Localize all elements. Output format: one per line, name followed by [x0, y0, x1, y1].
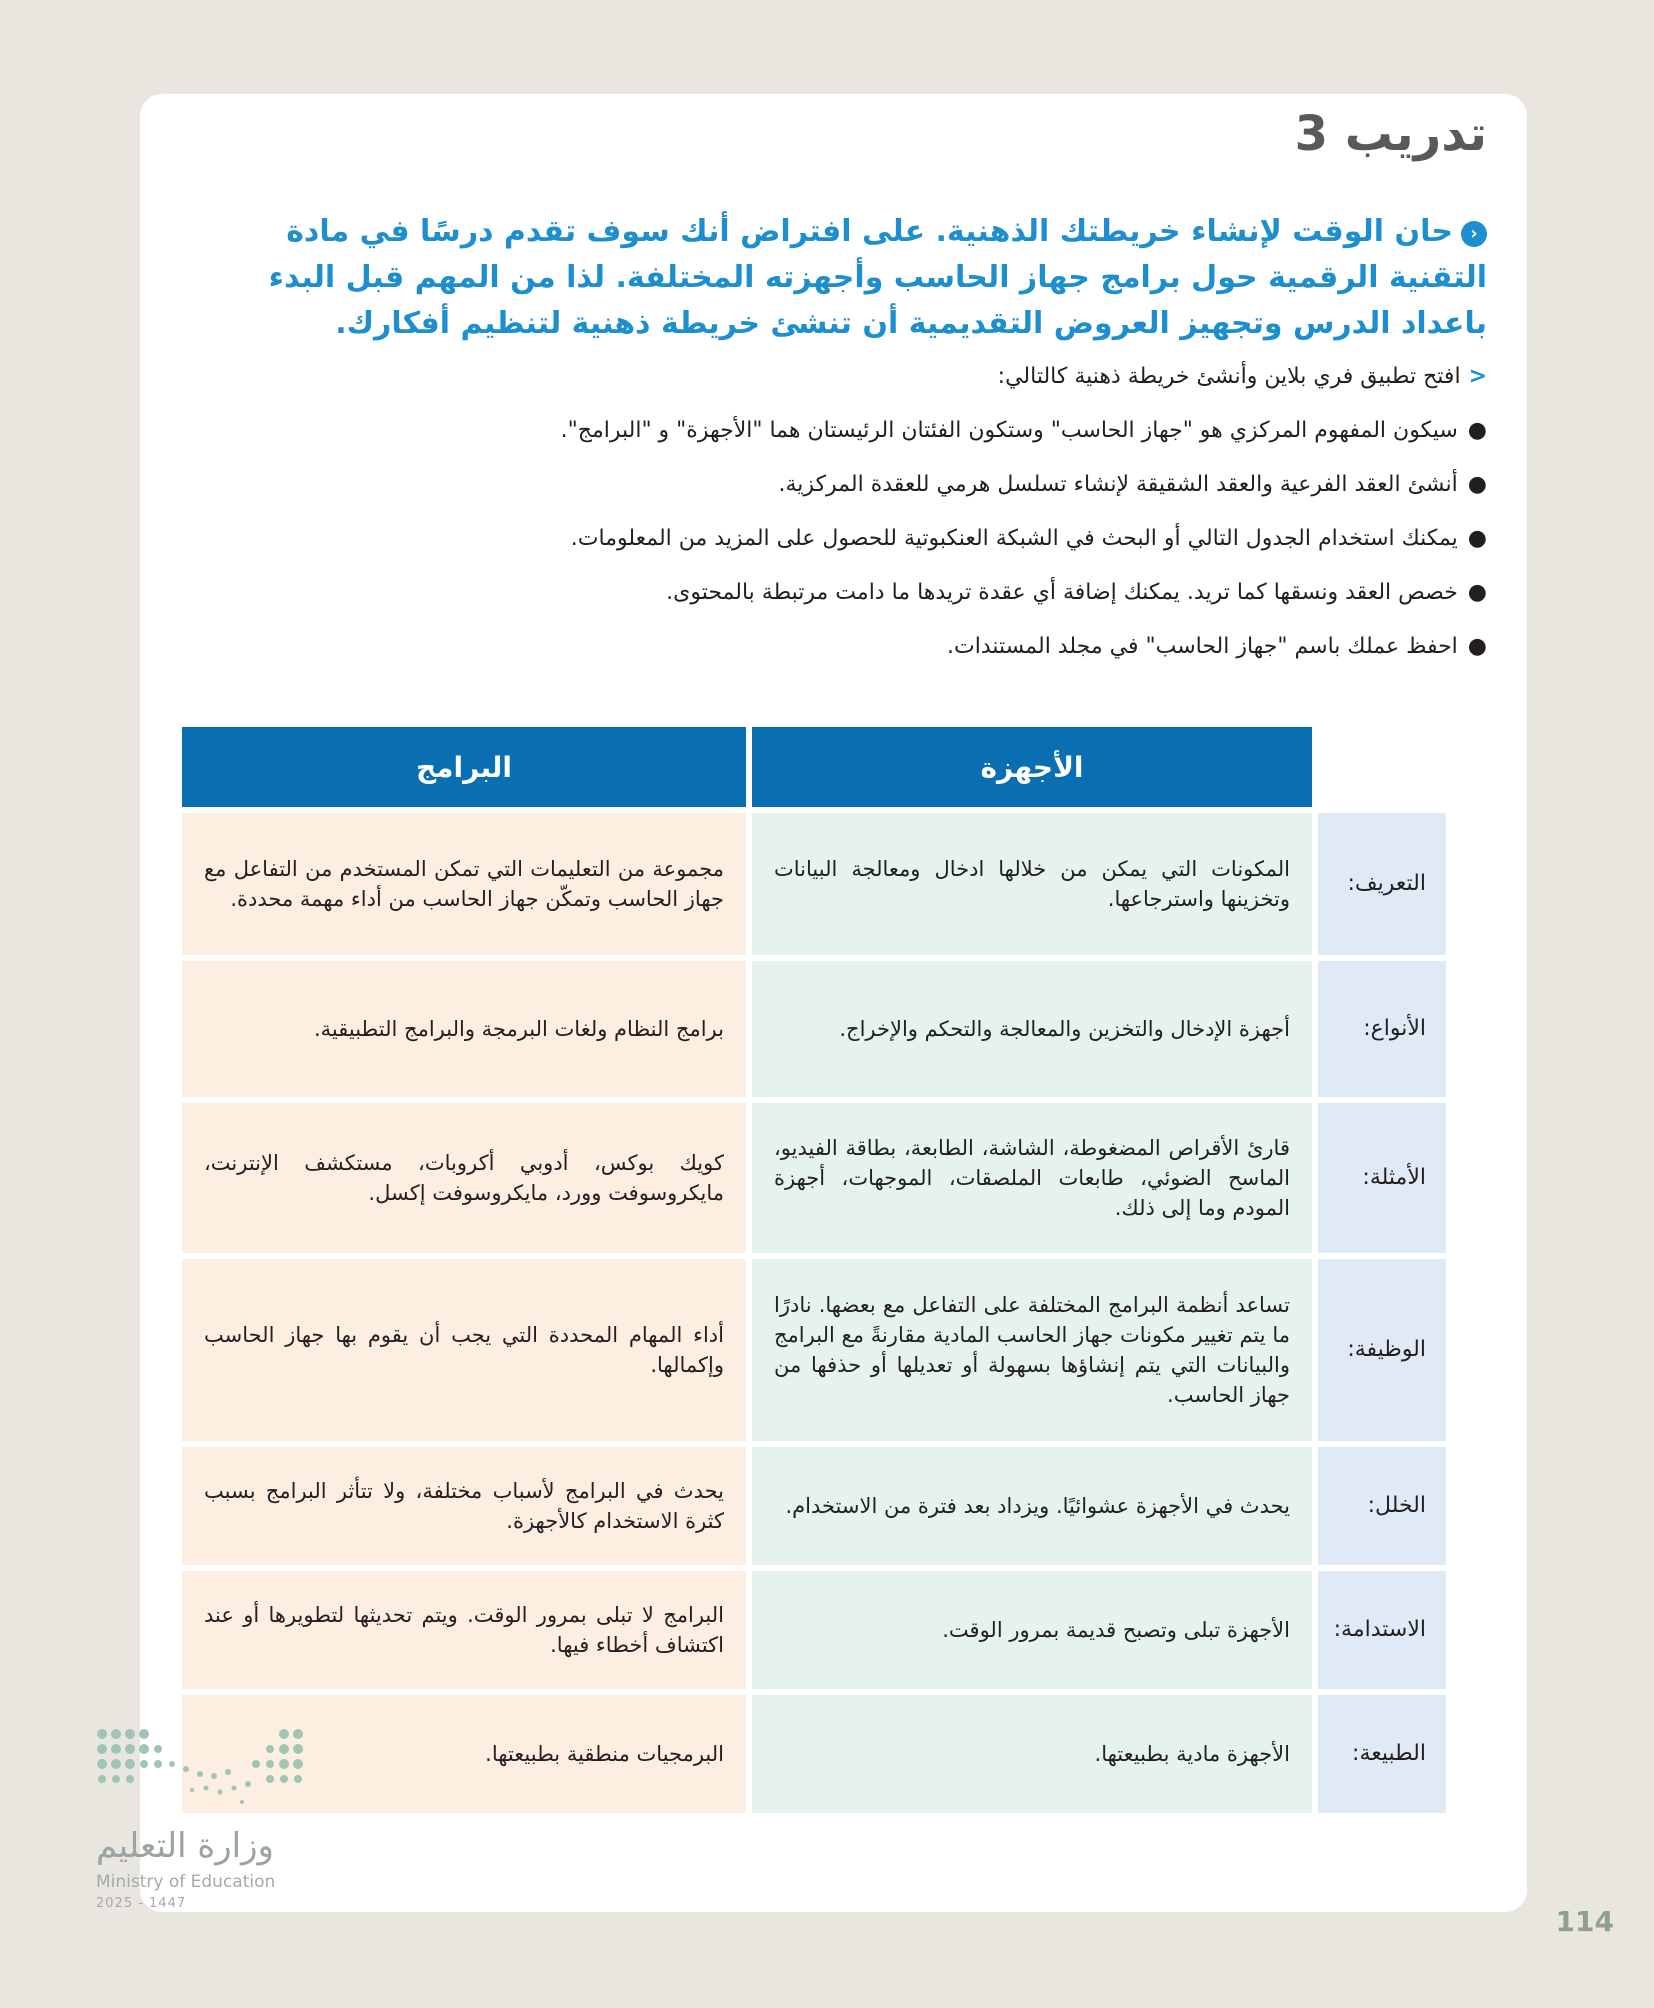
instruction-list: [237, 416, 1487, 686]
table-row: [182, 1259, 1446, 1441]
comparison-table: [176, 721, 1452, 1819]
table-header-row: [182, 727, 1446, 807]
software-cell: مجموعة من التعليمات التي تمكن المستخدم من التفاعل مع جهاز الحاسب وتمكّن جهاز الحاسب من أداء مهمة محددة.: [182, 813, 746, 955]
bullet-icon: ●: [1467, 634, 1487, 659]
row-label: الاستدامة:: [1318, 1571, 1446, 1689]
row-label: الطبيعة:: [1318, 1695, 1446, 1813]
step-text: افتح تطبيق فري بلاين وأنشئ خريطة ذهنية كالتالي:: [997, 364, 1461, 389]
list-item: ●احفظ عملك باسم "جهاز الحاسب" في مجلد المستندات.: [947, 634, 1487, 659]
table-row: [182, 1695, 1446, 1813]
table-row: [182, 1103, 1446, 1253]
bullet-icon: ●: [1467, 526, 1487, 551]
row-label: الوظيفة:: [1318, 1259, 1446, 1441]
step-instruction: [237, 362, 1487, 392]
header-software: البرامج: [182, 727, 746, 807]
row-label: التعريف:: [1318, 813, 1446, 955]
software-cell: يحدث في البرامج لأسباب مختلفة، ولا تتأثر البرامج بسبب كثرة الاستخدام كالأجهزة.: [182, 1447, 746, 1565]
hardware-cell: الأجهزة تبلى وتصبح قديمة بمرور الوقت.: [752, 1571, 1312, 1689]
hardware-cell: تساعد أنظمة البرامج المختلفة على التفاعل مع بعضها. نادرًا ما يتم تغيير مكونات جهاز الحاسب المادية مقارنةً مع البرامج والبيانات التي يتم إنشاؤها بسهولة أو تعديلها أو حذفها من جهاز الحاسب.: [752, 1259, 1312, 1441]
ministry-name-arabic: وزارة التعليم: [96, 1826, 274, 1866]
ministry-year: 2025 - 1447: [96, 1896, 187, 1911]
bullet-icon: ●: [1467, 472, 1487, 497]
hardware-cell: الأجهزة مادية بطبيعتها.: [752, 1695, 1312, 1813]
software-cell: كويك بوكس، أدوبي أكروبات، مستكشف الإنترنت، مايكروسوفت وورد، مايكروسوفت إكسل.: [182, 1103, 746, 1253]
chevron-left-icon: ‹: [1461, 221, 1487, 247]
table-row: [182, 1571, 1446, 1689]
row-label: الأنواع:: [1318, 961, 1446, 1097]
list-item: ●خصص العقد ونسقها كما تريد. يمكنك إضافة أي عقدة تريدها ما دامت مرتبطة بالمحتوى.: [666, 580, 1487, 605]
hardware-cell: أجهزة الإدخال والتخزين والمعالجة والتحكم والإخراج.: [752, 961, 1312, 1097]
intro-paragraph: [197, 209, 1487, 347]
software-cell: البرمجيات منطقية بطبيعتها.: [182, 1695, 746, 1813]
page-number: 114: [1555, 1905, 1614, 1938]
list-item: ●يمكنك استخدام الجدول التالي أو البحث في الشبكة العنكبوتية للحصول على المزيد من المعلومات.: [570, 526, 1487, 551]
row-label: الأمثلة:: [1318, 1103, 1446, 1253]
software-cell: أداء المهام المحددة التي يجب أن يقوم بها جهاز الحاسب وإكمالها.: [182, 1259, 746, 1441]
software-cell: برامج النظام ولغات البرمجة والبرامج التطبيقية.: [182, 961, 746, 1097]
table-row: [182, 1447, 1446, 1565]
header-blank: [1318, 727, 1446, 807]
exercise-title: تدريب 3: [1294, 106, 1487, 162]
exercise-card: [140, 94, 1527, 1912]
arrow-left-icon: <: [1468, 364, 1487, 389]
table-row: [182, 961, 1446, 1097]
hardware-cell: قارئ الأقراص المضغوطة، الشاشة، الطابعة، بطاقة الفيديو، الماسح الضوئي، طابعات الملصقات، الموجهات، أجهزة المودم وما إلى ذلك.: [752, 1103, 1312, 1253]
ministry-dots-logo-icon: [96, 1724, 316, 1814]
bullet-icon: ●: [1467, 418, 1487, 443]
hardware-cell: المكونات التي يمكن من خلالها ادخال ومعالجة البيانات وتخزينها واسترجاعها.: [752, 813, 1312, 955]
header-hardware: الأجهزة: [752, 727, 1312, 807]
row-label: الخلل:: [1318, 1447, 1446, 1565]
ministry-logo: [96, 1724, 316, 1924]
bullet-icon: ●: [1467, 580, 1487, 605]
ministry-name-english: Ministry of Education: [96, 1872, 276, 1892]
table-row: [182, 813, 1446, 955]
list-item: ●سيكون المفهوم المركزي هو "جهاز الحاسب" وستكون الفئتان الرئيستان هما "الأجهزة" و "البرامج".: [560, 418, 1487, 443]
software-cell: البرامج لا تبلى بمرور الوقت. ويتم تحديثها لتطويرها أو عند اكتشاف أخطاء فيها.: [182, 1571, 746, 1689]
list-item: ●أنشئ العقد الفرعية والعقد الشقيقة لإنشاء تسلسل هرمي للعقدة المركزية.: [778, 472, 1487, 497]
intro-text: حان الوقت لإنشاء خريطتك الذهنية. على افتراض أنك سوف تقدم درسًا في مادة التقنية الرقمية حول برامج جهاز الحاسب وأجهزته المختلفة. لذا من المهم قبل البدء باعداد الدرس وتجهيز العروض التقديمية أن تنشئ خريطة ذهنية لتنظيم أفكارك.: [268, 214, 1487, 341]
hardware-cell: يحدث في الأجهزة عشوائيًا. ويزداد بعد فترة من الاستخدام.: [752, 1447, 1312, 1565]
